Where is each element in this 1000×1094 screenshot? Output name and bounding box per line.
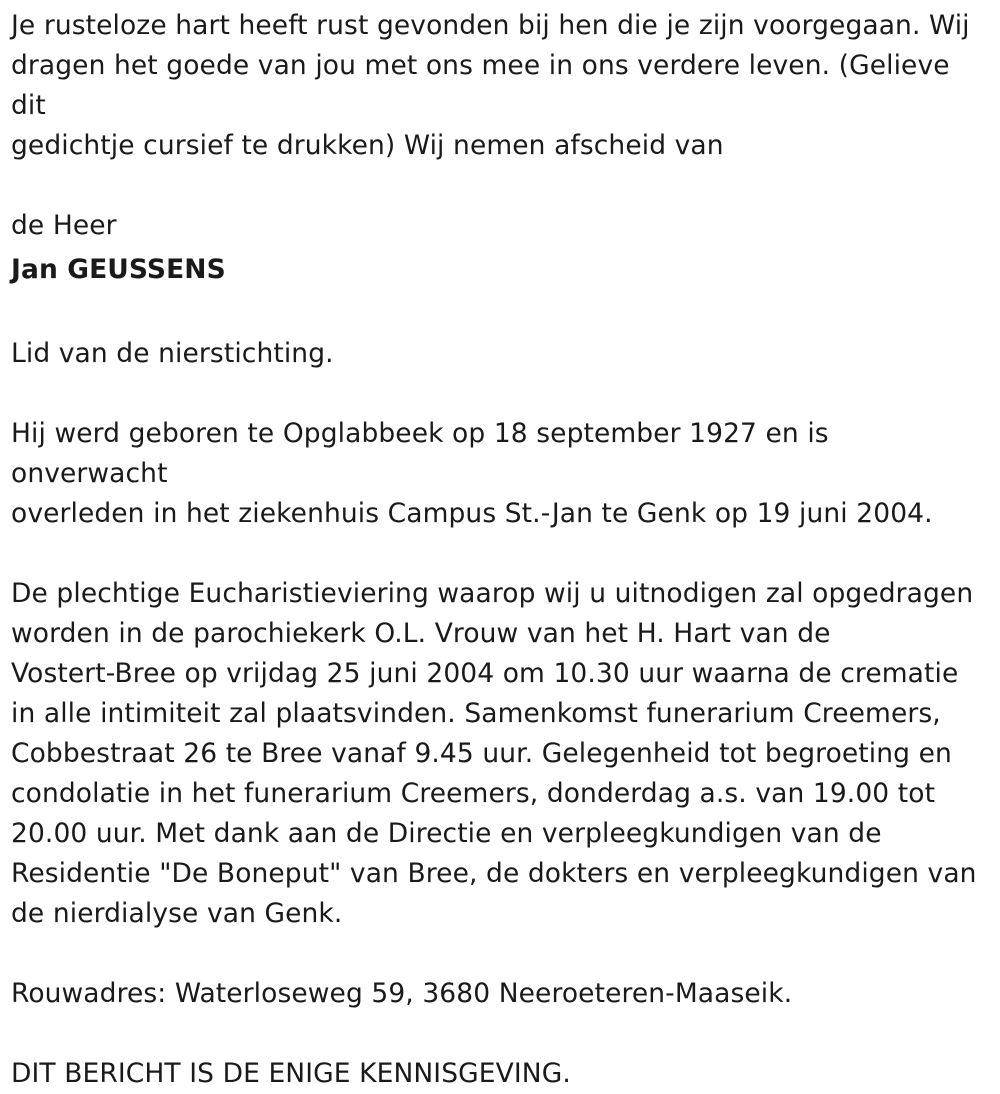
salutation: de Heer <box>11 210 117 241</box>
spacer <box>11 374 991 414</box>
birth-death-paragraph: Hij werd geboren te Opglabbeek op 18 september 1927 en is onverwacht overleden in het ziekenhuis Campus St.-Jan te Genk op 19 juni 2004. <box>11 418 933 529</box>
spacer <box>11 534 991 574</box>
deceased-name: Jan GEUSSENS <box>11 254 226 285</box>
ceremony-paragraph: De plechtige Eucharistieviering waarop wij u uitnodigen zal opgedragen worden in de parochiekerk O.L. Vrouw van het H. Hart van de Vostert-Bree op vrijdag 25 juni 2004 om 10.30 uur waarna de crematie in alle intimiteit zal plaatsvinden. Samenkomst funerarium Creemers, Cobbestraat 26 te Bree vanaf 9.45 uur. Gelegenheid tot begroeting en condolatie in het funerarium Creemers, donderdag a.s. van 19.00 tot 20.00 uur. Met dank aan de Directie en verpleegkundigen van de Residentie "De Boneput" van Bree, de dokters en verpleegkundigen van de nierdialyse van Genk. <box>11 578 977 929</box>
mourning-address: Rouwadres: Waterloseweg 59, 3680 Neeroeteren-Maaseik. <box>11 978 793 1009</box>
intro-paragraph: Je rusteloze hart heeft rust gevonden bij hen die je zijn voorgegaan. Wij dragen het goede van jou met ons mee in ons verdere leven. (Gelieve dit gedichtje cursief te drukken) Wij nemen afscheid van <box>11 10 970 161</box>
spacer <box>11 166 991 206</box>
spacer <box>11 1014 991 1054</box>
spacer <box>11 934 991 974</box>
death-notice <box>11 6 991 1094</box>
membership-line: Lid van de nierstichting. <box>11 338 334 369</box>
spacer <box>11 294 991 334</box>
closing-statement: DIT BERICHT IS DE ENIGE KENNISGEVING. <box>11 1058 571 1089</box>
